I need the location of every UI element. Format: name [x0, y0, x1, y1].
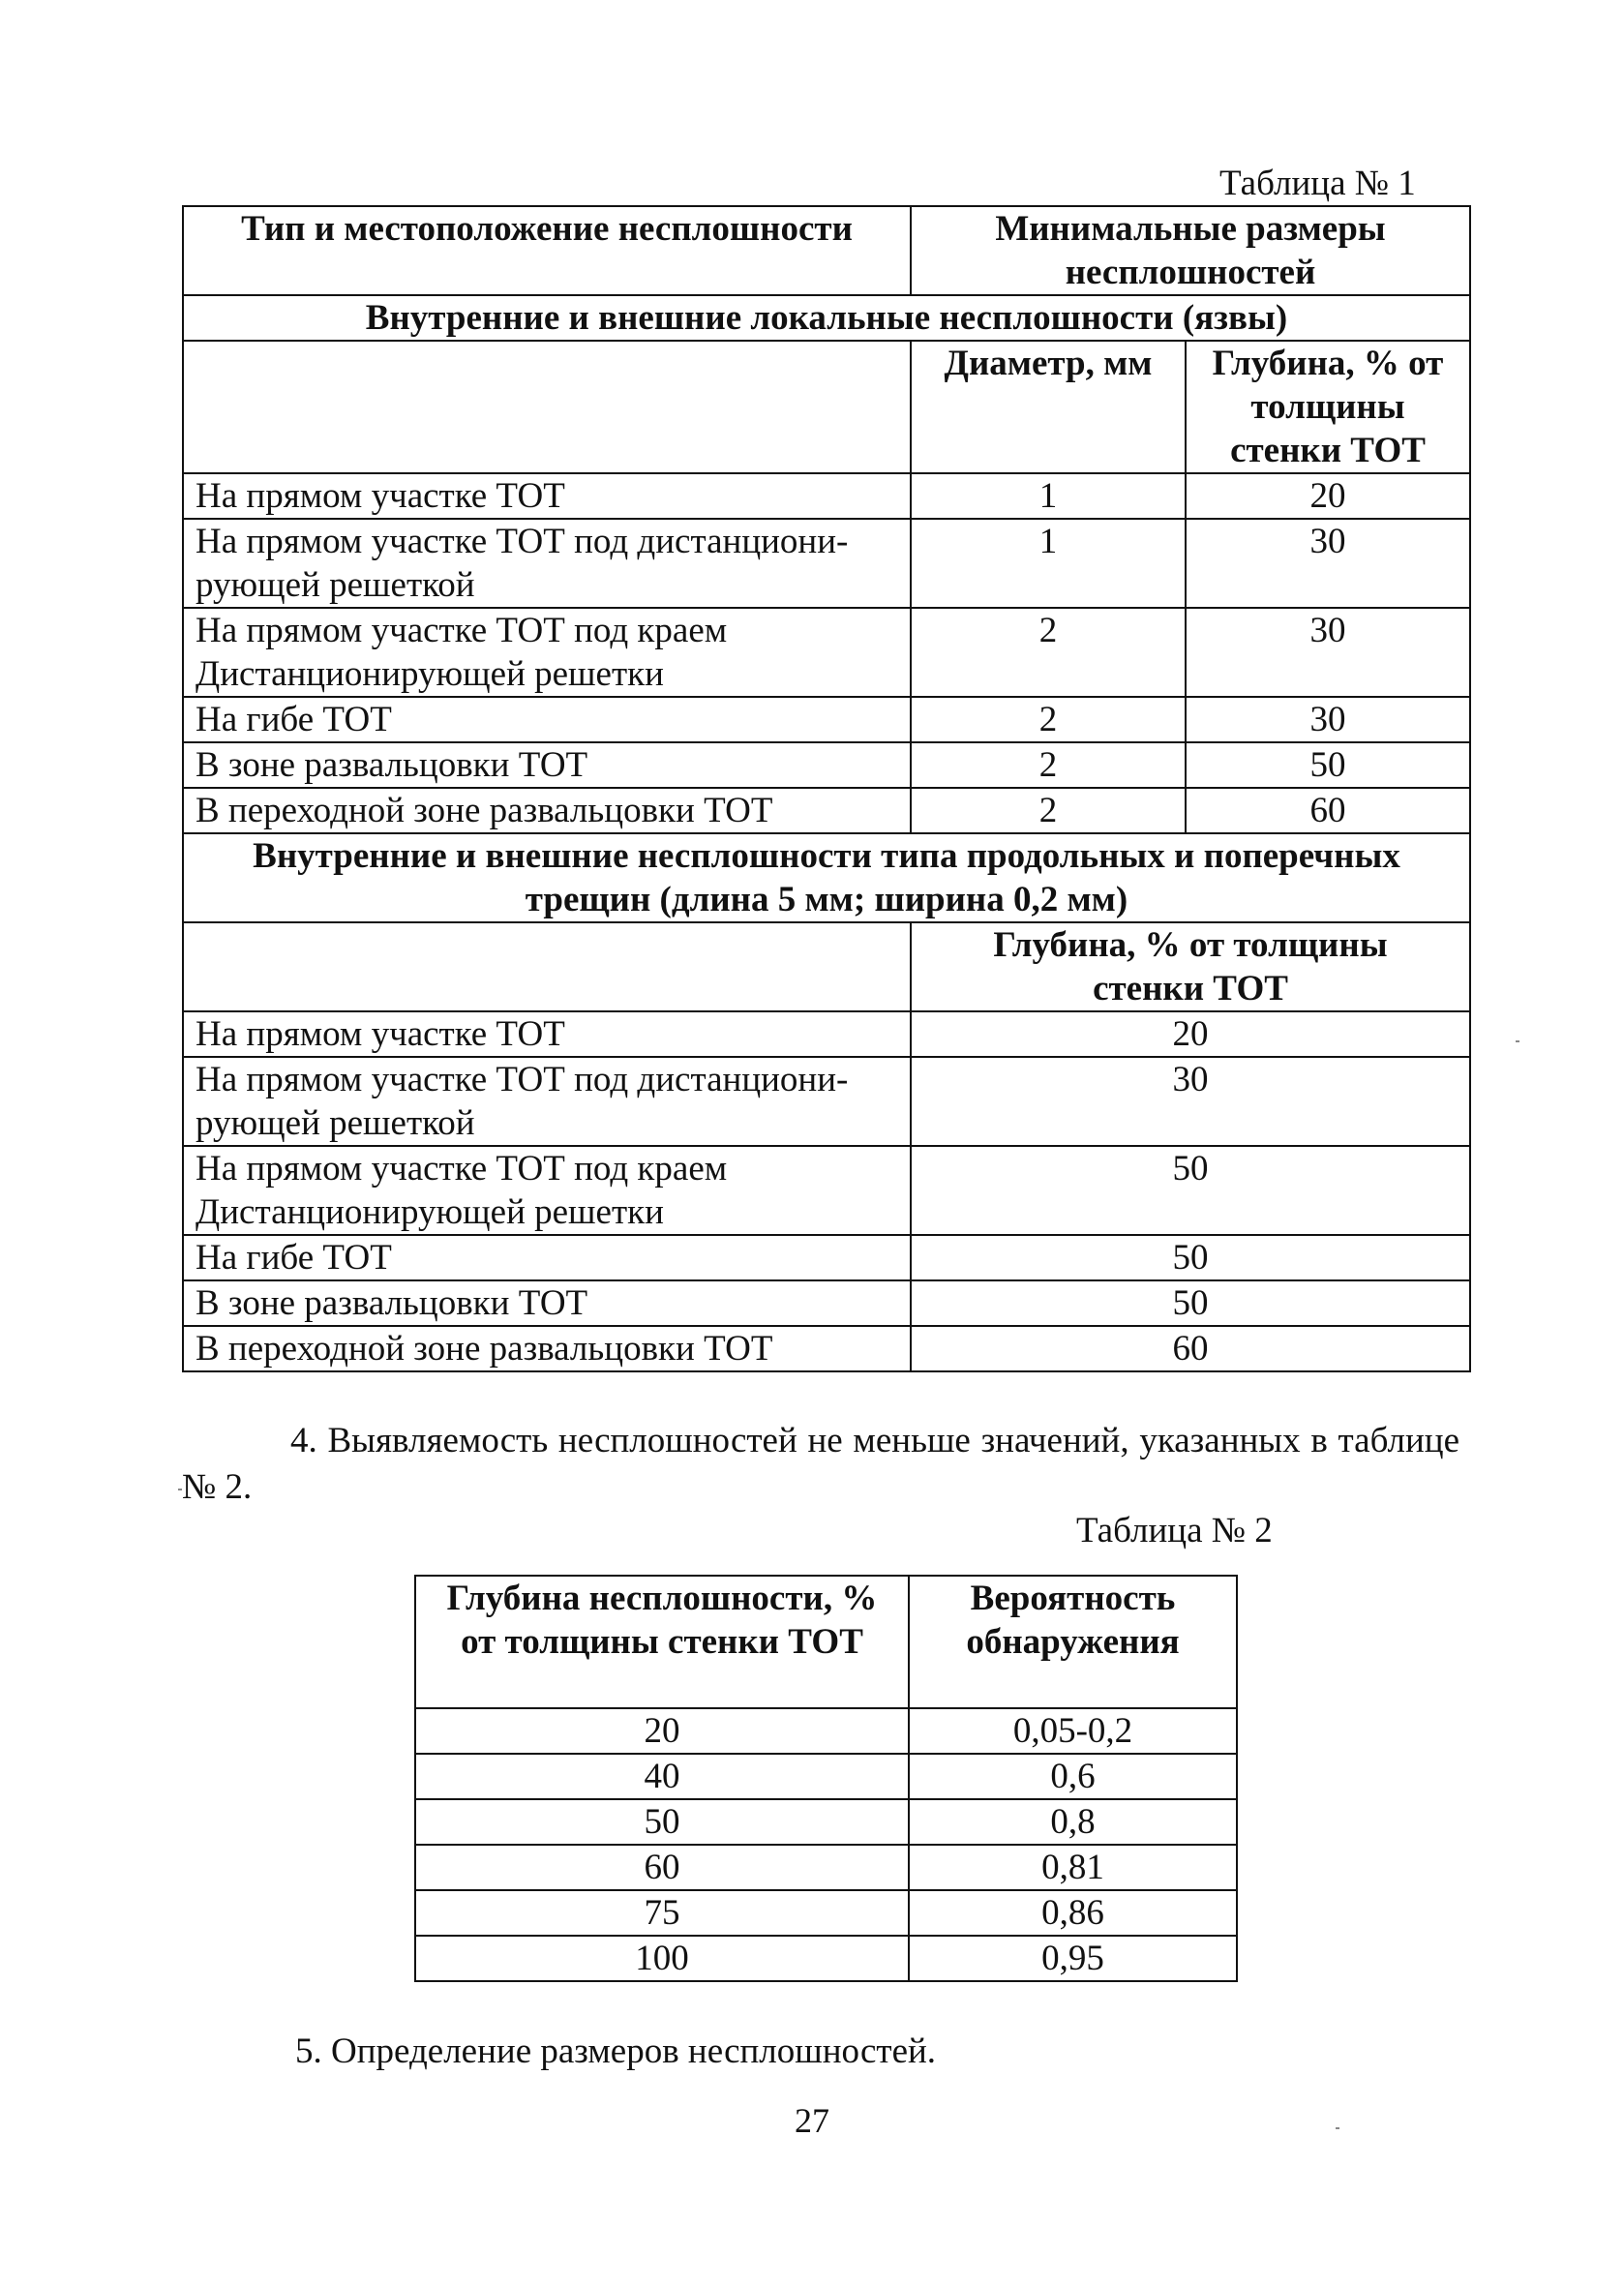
table-row: [415, 1890, 1237, 1936]
table-row: [415, 1708, 1237, 1754]
paragraph-5: 5. Определение размеров несплошностей.: [295, 2031, 937, 2071]
table-row: [183, 1235, 1470, 1280]
table-row: [183, 1011, 1470, 1057]
cell-diameter: 1: [911, 473, 1186, 519]
table-2: [414, 1575, 1238, 1982]
cell-depth: 50: [911, 1280, 1470, 1326]
cell-depth: 30: [1186, 519, 1470, 608]
cell-depth: 20: [415, 1708, 909, 1754]
scan-speck: [1336, 2127, 1339, 2129]
table-row: [183, 697, 1470, 742]
table2-header-col2: Вероятность обнаружения: [909, 1576, 1237, 1708]
cell-diameter: 1: [911, 519, 1186, 608]
cell-type: В зоне развальцовки ТОТ: [183, 742, 911, 788]
page-number: 27: [795, 2101, 829, 2140]
scan-speck: [178, 1489, 182, 1490]
cell-probability: 0,6: [909, 1754, 1237, 1799]
cell-depth: 60: [911, 1326, 1470, 1371]
table-row: [415, 1936, 1237, 1981]
cell-probability: 0,8: [909, 1799, 1237, 1845]
table-row: [415, 1754, 1237, 1799]
table1-section-a-title: Внутренние и внешние локальные несплошности (язвы): [183, 295, 1470, 341]
cell-type: На прямом участке ТОТ: [183, 1011, 911, 1057]
table-1: [182, 205, 1471, 1372]
table2-header-row: [415, 1576, 1237, 1708]
table-row: [183, 1326, 1470, 1371]
table-row: [183, 519, 1470, 608]
cell-depth: 50: [415, 1799, 909, 1845]
table-row: [183, 608, 1470, 697]
cell-diameter: 2: [911, 697, 1186, 742]
cell-probability: 0,05-0,2: [909, 1708, 1237, 1754]
table-row: [183, 473, 1470, 519]
cell-depth: 20: [1186, 473, 1470, 519]
table1-section-b-row: [183, 833, 1470, 922]
cell-diameter: 2: [911, 788, 1186, 833]
table1-sub-depth-a: Глубина, % от толщины стенки ТОТ: [1186, 341, 1470, 473]
cell-depth: 20: [911, 1011, 1470, 1057]
cell-type: На прямом участке ТОТ: [183, 473, 911, 519]
cell-depth: 60: [1186, 788, 1470, 833]
cell-depth: 50: [1186, 742, 1470, 788]
cell-depth: 75: [415, 1890, 909, 1936]
paragraph-4: 4. Выявляемость несплошностей не меньше значений, указанных в таблице № 2.: [182, 1421, 1459, 1507]
cell-type: В переходной зоне развальцовки ТОТ: [183, 1326, 911, 1371]
table-row: [415, 1845, 1237, 1890]
cell-depth: 30: [911, 1057, 1470, 1146]
table2-header-col1: Глубина несплошности, % от толщины стенки ТОТ: [415, 1576, 909, 1708]
cell-depth: 50: [911, 1235, 1470, 1280]
cell-probability: 0,95: [909, 1936, 1237, 1981]
table1-header-row: [183, 206, 1470, 295]
table1-section-a-row: [183, 295, 1470, 341]
cell-probability: 0,86: [909, 1890, 1237, 1936]
cell-diameter: 2: [911, 608, 1186, 697]
table1-header-col2: Минимальные размеры несплошностей: [911, 206, 1470, 295]
cell-depth: 50: [911, 1146, 1470, 1235]
table2-caption: Таблица № 2: [1076, 1511, 1273, 1550]
cell-type: На прямом участке ТОТ под дистанциони-рующей решеткой: [183, 519, 911, 608]
table1-section-b-title: Внутренние и внешние несплошности типа продольных и поперечных трещин (длина 5 мм; ширина 0,2 мм): [183, 833, 1470, 922]
cell-type: На прямом участке ТОТ под краем Дистанционирующей решетки: [183, 1146, 911, 1235]
cell-depth: 30: [1186, 697, 1470, 742]
cell-type: В зоне развальцовки ТОТ: [183, 1280, 911, 1326]
table-row: [183, 1146, 1470, 1235]
table-row: [183, 742, 1470, 788]
cell-type: В переходной зоне развальцовки ТОТ: [183, 788, 911, 833]
cell-depth: 100: [415, 1936, 909, 1981]
cell-probability: 0,81: [909, 1845, 1237, 1890]
cell-type: На прямом участке ТОТ под краем Дистанционирующей решетки: [183, 608, 911, 697]
table-row: [183, 1280, 1470, 1326]
table-row: [415, 1799, 1237, 1845]
table1-section-a-subheader: [183, 341, 1470, 473]
table1-sub-depth-b: Глубина, % от толщины стенки ТОТ: [911, 922, 1470, 1011]
table1-sub-diameter: Диаметр, мм: [911, 341, 1186, 473]
cell-type: На гибе ТОТ: [183, 697, 911, 742]
table-row: [183, 788, 1470, 833]
table1-section-a-empty: [183, 341, 911, 473]
table1-header-col1: Тип и местоположение несплошности: [183, 206, 911, 295]
scan-speck: [1516, 1040, 1519, 1042]
cell-diameter: 2: [911, 742, 1186, 788]
cell-depth: 40: [415, 1754, 909, 1799]
table-row: [183, 1057, 1470, 1146]
table1-section-b-empty: [183, 922, 911, 1011]
cell-depth: 60: [415, 1845, 909, 1890]
cell-depth: 30: [1186, 608, 1470, 697]
table1-section-b-subheader: [183, 922, 1470, 1011]
cell-type: На прямом участке ТОТ под дистанциони-рующей решеткой: [183, 1057, 911, 1146]
cell-type: На гибе ТОТ: [183, 1235, 911, 1280]
table1-caption: Таблица № 1: [1219, 164, 1416, 203]
